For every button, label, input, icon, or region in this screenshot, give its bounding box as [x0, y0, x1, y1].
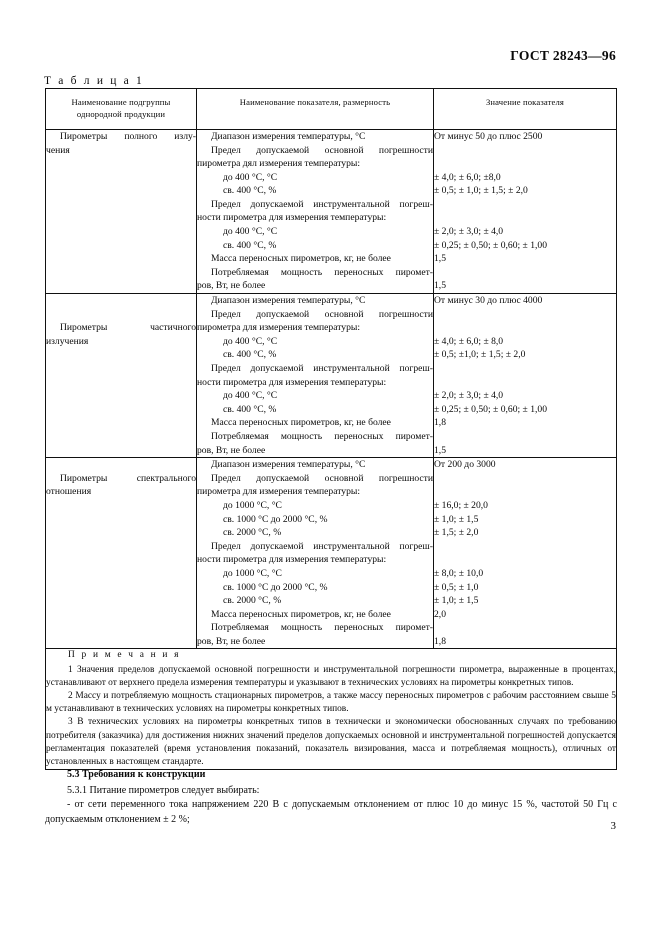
parameter-line: Предел допускаемой основной погрешности	[211, 144, 433, 156]
column-header-subgroup-line2: однородной продукции	[76, 109, 166, 120]
note-item: 2 Массу и потребляемую мощность стационарных пирометров, а также массу переносных пирометров с рабочим расстоянием свыше 5 м устанавливают в технических условиях на пирометры конкретных типов.	[46, 691, 616, 715]
parameter-line: св. 400 °C, %	[223, 239, 277, 251]
table-1-container	[45, 88, 616, 770]
value-line: 2,0	[434, 608, 446, 620]
parameter-line: Потребляемая мощность переносных пиромет-	[211, 266, 433, 278]
value-line: ± 1,0; ± 1,5	[434, 513, 479, 525]
parameter-line: св. 1000 °C до 2000 °C, %	[223, 513, 328, 525]
parameter-line: Предел допускаемой основной погрешности	[211, 472, 433, 484]
value-line: ± 8,0; ± 10,0	[434, 567, 484, 579]
table-header	[46, 89, 617, 130]
parameter-line: Потребляемая мощность переносных пиромет-	[211, 622, 433, 634]
parameter-line: Предел допускаемой инструментальной погреш-	[211, 540, 433, 552]
subgroup-name-line1: Пирометры частичного	[60, 322, 196, 334]
value-line: 1,8	[434, 417, 446, 429]
parameter-line: до 400 °C, °C	[223, 171, 278, 183]
parameter-line: св. 1000 °C до 2000 °C, %	[223, 581, 328, 593]
parameter-cell	[197, 129, 434, 293]
table-header-row	[46, 89, 617, 130]
parameter-line: Диапазон измерения температуры, °C	[211, 130, 366, 142]
parameter-line: св. 2000 °C, %	[223, 527, 282, 539]
value-line: От 200 до 3000	[434, 459, 496, 471]
parameter-line: ров, Вт, не более	[197, 635, 266, 647]
parameter-line: Диапазон измерения температуры, °C	[211, 295, 366, 307]
parameter-line: Масса переносных пирометров, кг, не более	[211, 253, 391, 265]
parameter-line: до 400 °C, °C	[223, 335, 278, 347]
parameter-line: Масса переносных пирометров, кг, не более	[211, 417, 391, 429]
parameter-line: ности пирометра для измерения температуры:	[197, 376, 387, 388]
subgroup-name-line2: излучения	[46, 335, 89, 347]
column-header-subgroup-line1: Наименование подгруппы	[71, 97, 171, 107]
value-line: ± 0,5; ± 1,0; ± 1,5; ± 2,0	[434, 185, 528, 197]
parameter-line: Предел допускаемой основной погрешности	[211, 308, 433, 320]
value-cell	[434, 129, 617, 293]
parameter-line: Масса переносных пирометров, кг, не более	[211, 608, 391, 620]
parameter-line: Предел допускаемой инструментальной погреш-	[211, 363, 433, 374]
table-body	[46, 129, 617, 769]
subgroup-cell	[46, 458, 197, 649]
parameter-line: Диапазон измерения температуры, °C	[211, 459, 366, 471]
table-caption: Т а б л и ц а 1	[44, 75, 145, 87]
parameter-line: ров, Вт, не более	[197, 280, 266, 292]
parameter-line: до 400 °C, °C	[223, 390, 278, 402]
subgroup-cell	[46, 129, 197, 293]
value-line: 1,8	[434, 635, 446, 647]
subgroup-spacer	[46, 458, 196, 472]
note-item: 3 В технических условиях на пирометры конкретных типов в технически и экономически обоснованных случаях по требованию потребителя (заказчика) для достижения нижних значений пределов допускаемых основной и инструментальной погрешностей допускается регламентация показателей (время установления показаний, показатель визирования, масса и потребляемая мощность), отличных от установленных в настоящем стандарте.	[46, 717, 616, 768]
parameter-line: Предел допускаемой инструментальной погреш-	[211, 198, 433, 210]
clause-5-3-1: 5.3.1 Питание пирометров следует выбирать:	[67, 784, 260, 796]
subgroup-spacer	[46, 294, 196, 321]
note-item: 1 Значения пределов допускаемой основной погрешности и инструментальной погрешности пирометра, выраженные в процентах, устанавливают от верхнего предела измерения температуры и указывают в технических условиях на пирометры конкретных типов.	[46, 664, 616, 688]
parameter-line: пирометра для измерения температуры:	[197, 486, 360, 498]
value-line: ± 0,25; ± 0,50; ± 0,60; ± 1,00	[434, 239, 548, 251]
parameter-line: св. 400 °C, %	[223, 349, 277, 361]
parameter-line: ности пирометра для измерения температуры:	[197, 554, 387, 566]
parameter-line: пирометра дял измерения температуры:	[197, 158, 360, 170]
clause-5-3-1-bullet: - от сети переменного тока напряжением 220 В с допускаемым отклонением от плюс 10 до минус 15 %, частотой 50 Гц с допускаемым отклонением ± 2 %;	[45, 799, 617, 825]
parameter-line: до 400 °C, °C	[223, 226, 278, 238]
notes-cell	[46, 649, 617, 770]
value-line: ± 2,0; ± 3,0; ± 4,0	[434, 226, 504, 238]
parameter-line: св. 400 °C, %	[223, 403, 277, 415]
value-line: 1,5	[434, 253, 446, 265]
parameter-line: до 1000 °C, °C	[223, 499, 282, 511]
parameter-line: пирометра для измерения температуры:	[197, 322, 360, 334]
value-cell	[434, 458, 617, 649]
table-row	[46, 129, 617, 293]
value-line: ± 1,0; ± 1,5	[434, 595, 479, 607]
value-line: ± 0,25; ± 0,50; ± 0,60; ± 1,00	[434, 403, 548, 415]
section-5-3-block	[45, 768, 617, 827]
value-line: ± 2,0; ± 3,0; ± 4,0	[434, 390, 504, 402]
value-line: 1,5	[434, 444, 446, 456]
parameter-line: ности пирометра для измерения температуры:	[197, 212, 387, 224]
value-line: От минус 30 до плюс 4000	[434, 295, 543, 307]
value-line: 1,5	[434, 280, 446, 292]
parameter-line: до 1000 °C, °C	[223, 567, 282, 579]
value-line: ± 0,5; ±1,0; ± 1,5; ± 2,0	[434, 349, 526, 361]
parameter-line: св. 2000 °C, %	[223, 595, 282, 607]
parameter-cell	[197, 458, 434, 649]
subgroup-name-line1: Пирометры полного излу-	[60, 130, 196, 142]
standard-number-header: ГОСТ 28243—96	[510, 48, 616, 63]
specification-table	[45, 88, 617, 770]
value-line: ± 16,0; ± 20,0	[434, 499, 488, 511]
value-line: От минус 50 до плюс 2500	[434, 130, 543, 142]
column-header-parameter: Наименование показателя, размерность	[197, 89, 434, 130]
page-number: 3	[610, 820, 616, 832]
notes-title: П р и м е ч а н и я	[68, 650, 181, 661]
value-line: ± 4,0; ± 6,0; ±8,0	[434, 171, 501, 183]
table-row	[46, 458, 617, 649]
subgroup-name-line2: отношения	[46, 486, 92, 498]
column-header-subgroup	[46, 89, 197, 130]
notes-row	[46, 649, 617, 770]
parameter-line: св. 400 °C, %	[223, 185, 277, 197]
value-cell	[434, 294, 617, 458]
subgroup-cell	[46, 294, 197, 458]
value-line: ± 4,0; ± 6,0; ± 8,0	[434, 335, 504, 347]
value-line: ± 0,5; ± 1,0	[434, 581, 479, 593]
table-row	[46, 294, 617, 458]
subgroup-name-line2: чения	[46, 144, 70, 156]
value-line: ± 1,5; ± 2,0	[434, 527, 479, 539]
subgroup-name-line1: Пирометры спектрального	[60, 472, 196, 484]
column-header-value: Значение показателя	[434, 89, 617, 130]
parameter-line: ров, Вт, не более	[197, 444, 266, 456]
section-heading: 5.3 Требования к конструкции	[67, 769, 206, 780]
parameter-line: Потребляемая мощность переносных пиромет-	[211, 430, 433, 442]
parameter-cell	[197, 294, 434, 458]
